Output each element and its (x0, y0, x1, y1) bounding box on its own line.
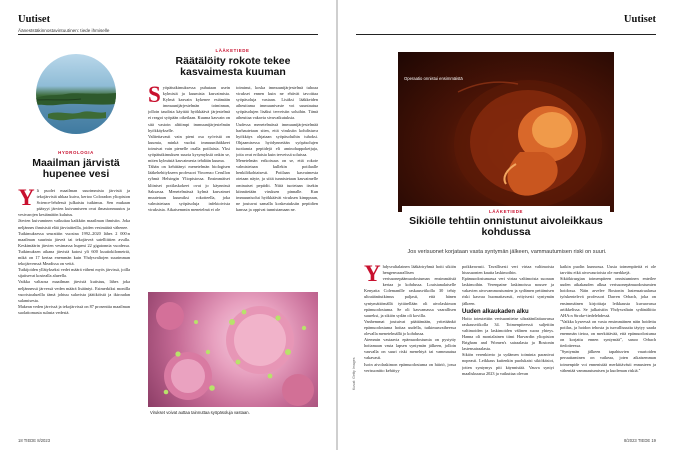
vaccine-tag: LÄÄKETIEDE (215, 48, 250, 53)
lake-tag: HYDROLOGIA (58, 150, 94, 155)
headline-box (402, 206, 610, 244)
fetus-col3 (560, 264, 656, 438)
lake-paragraph: Tutkimuksessa seurattiin vuosina 1992–2020 lähes 2 000:n maailman suurinta järveä tai tekojärveä satelliittien avulla. Keskimäärin järvien vesimassa hupeni 22 gigatonnia vuodessa. Tutkimuksen aikana järvistä katosi yli 600 kuutiokilometriä, mikä on 17 kertaa enemmän kuin Yhdysvaltojen suurimman tekojärvenssä Meadissa on vettä. (18, 230, 130, 267)
lake-photo (36, 54, 116, 134)
lake-body (18, 185, 130, 316)
lake-paragraph: Makean veden järvissä ja tekojärvissä on 87 prosenttia maailman suolattomasta sulasta vedestä. (18, 303, 130, 315)
vaccine-paragraph: Valitettavasti vain pieni osa syövistä on kuumia, minkä vuoksi immuunihäkkeet toimivat vain pienelle osalla potilaista. Yksi syöpätutkimuksen suuria kysymyksiä onkin se, miten kylmästä kasvaimesta tehdään kuuma. (148, 133, 230, 164)
lake-dropcap: Y (18, 185, 35, 210)
cells-photo (148, 292, 318, 407)
fetus-dropcap: Y (364, 264, 381, 286)
fetus-tag: LÄÄKETIEDE (488, 209, 524, 214)
fetus-col1 (364, 264, 456, 438)
lake-illustration (36, 54, 116, 134)
fetus-subheading: Uuden alkaukaden alku (462, 308, 529, 315)
left-page (0, 0, 336, 450)
fetus-lede: Jos verisuonet korjataan vasta syntymän jälkeen, vammautumisen riski on suuri. (407, 249, 607, 255)
right-page (338, 0, 674, 450)
vaccine-paragraph: toiminut, koska immuunijärjestelmä tuhoaa virukset ennen kuin ne ehtivät tavoittaa syöpäsoluja vastaan. Lisäksi lääkkeiden aiheuttama immuunivaste voi suuntautua syöpäsolujen lisäksi terveisiin soluihin. Tämä aiheuttaa vakavia sivuvaikutuksia. (236, 85, 318, 121)
cells-illustration (148, 292, 318, 407)
header-rule (18, 34, 318, 35)
section-title: Uutiset (18, 14, 51, 25)
vaccine-paragraph: Menetelmän erikoisuus on se, että rokote valmistetaan kullekin potilaalle henkilökohtaisesti. Potilaan kasvaimesta otetaan näyte, ja siitä tunnistetaan kasvaimelle ominaiset peptidit. Niitä tuotetaan itsekin kiinnitetään viruksen pinnalle. Kun immuunisolut hyökkäävät viruksen kimppuun, ne joutuvat samalla koskeutuksiin peptidien kanssa ja oppivat tunnistamaan ne. (236, 158, 318, 212)
cells-caption: Virukset voivat auttaa tainnuttaa syöpäsoluja vastaan. (150, 410, 250, 415)
vaccine-col2 (236, 85, 318, 285)
fetus-paragraph: "Syntymän jälkeen tapahtuvien vaurioiden peruuttaminen on vaikeaa, joten aikaisemman toimenpide voi ennenistää merkittävästi ennusteen ja vähentää vammautumisen ja kuoleman riskiä." (560, 349, 656, 373)
section-title: Uutiset (623, 14, 656, 25)
fetus-paragraph: Sikiön verenkierto ja sydämen toiminta paranivat nopeasti. Leikkaus kuitenkin puolukaisi sikiökäsiot, jotten syntymys piti käynnistää. Vauva syntyi maaliskuussa 2023 ja vaikuttaa olevan (462, 352, 554, 376)
fetus-photo (398, 52, 614, 212)
page-footer-left: 18 TIEDE 8/2023 (18, 438, 51, 443)
fetus-image-label: Operaatio onnistui ensimmäistä (404, 76, 463, 81)
fetus-paragraph: Aiemmin vastaavia epämuodostumia on pystytty hoitamaan vasta lapsen syntymän jälkeen, jolloin vauvalla on suuri riski menehtyä tai vammautua vakavasti. (364, 337, 456, 361)
lake-paragraph: li puolet maailman suurimmista järvistä ja tekojärvistä uhkaa kuiva, kertoo Coloradon yliopiston Science-lehdessä julkaistu tutkimus. Sen mukaan pääsyyt järvien kuivumiseen ovat ilmastonmuutos ja vesivarojen kestämätön kulutus. (18, 188, 130, 218)
fetus-paragraph: poikkeavasti. Tavallisesti veri virtaa valtimoista hiussuonten kautta laskimoihin. (462, 264, 554, 276)
fetus-paragraph: Isoin aivolaskimon epämuodostuma on häiriö, jossa verisuonitto kehittyy (364, 361, 456, 373)
vaccine-col1 (148, 85, 230, 285)
vaccine-paragraph: yöpätutkimuksessa puhutaan usein kylmistä ja kuumista kasvaimista. Kylmä kasvain kykenee estämään immuunijärjestelmän toiminnan, jolloin taudista käyttää hyökkäävä järjestelmä ei reagoi syöpään oikeilaan. Kuuma kasvain on sitä vastoin alttiimpi immuunijärjestelmän hyökkäykselle. (148, 85, 230, 133)
fetus-paragraph: Vanhemmat joutuivat päättämään, yritetäänkö epämuodostuma hoitaa uudella, tutkimusvaiheessa olevalla menetelmällä jo kohdussa. (364, 318, 456, 337)
fetus-paragraph: Sikiökirurgian toimenpiteen onnistuminen enteilee uuden aikakauden alkua verisuonepämuodostumien hoidossa. Näin arvelee Bostonin lastensairaalassa työskentelevä professori Darren Orbach, joka on ensimmäinen kirjoittaja leikkausta kuvaavassa artikkelissa. Se julkaistiin Yhdysvaltain sydänäliitto AHA:n Stroke-tiedelehdessä. (560, 276, 656, 318)
section-subtitle: Ääneststäkinnostavintuutinen: tiede ihmiselle (18, 28, 110, 33)
lake-paragraph: Tutkijoiden yllätykseksi vedet määrä väheni myös järvissä, joilla sijaitsevat kostealla alueella. (18, 267, 130, 279)
vaccine-paragraph: Uudessa menetelmässä immuunijärjestelmää harhautetaan siten, että viruksiin kohdistuva hyökkäys ohjataan syöpäsoluihin tuhoksi. Ohjaamisessa hyödynnetään syöpäsolujen tuottamia peptidejä eli aminohappoketjuja, joita ovat erilaisia kuin terveissä soluissa. (236, 121, 318, 158)
fetus-paragraph: Epämuodostumassa veri virtaa valtimoista suoraan laskimoihin. Verenpaine laskimoissa nousee ja vakavien aivovammoutumien ja sydämen pettämisen riski kasvaa huomattavasti, erityisesti syntymän jälkeen. (462, 276, 554, 306)
fetus-paragraph: "Vaikka kyseessä on vasta ensimmäinen näin hoidettu potilas, ja hoidon tehosta ja turvallisuutta täytyy saada enemmän tietoa, on merkittävää, että epämuodostuma on korjattu ennen syntymää", sanoo Orbach tiedotteessa. (560, 318, 656, 349)
lake-paragraph: Vaikka valtaosa maailman järvistä kutistuu, lähes joka neljännessä järvessä veden määrä lisääntyi. Esimerkiksi monilla vuoristoalueilla tämä johtuu sulavista jäätiköistä ja ikiroudan sulamisesta. (18, 279, 130, 303)
vaccine-dropcap: S (148, 85, 161, 107)
vaccine-headline: Räätälöity rokote tekee kasvaimesta kuuman (175, 55, 291, 79)
header-rule (356, 34, 656, 35)
fetus-paragraph: Hoito toteutettiin verisuonitetse ultraäänilaitaavassa raskausviikolla 34. Toimenpiteessä suljettiin valtimoiden ja laskimoiden välinen suora yhteys. Hanna oli monialainen tiimi Harvardin yliopiston Brigham and Women's sairaalasta ja Bostonin lastensairaalasta. (462, 315, 554, 352)
fetus-paragraph: hdysvaltalainen lääkäriryhmä hoiti sikiön hengenvaarallisen verisuonepäämuodostuman ensimmäistä kertaa jo kohdussa. Louisianalaiselle Kenyatta Colemanille raskausviikolla 30 tehty ultraäänitutkimus paljasti, että hänen syntymättömällä tyttärellään oli aivolaskimon epämuodostuma. Se oli kasvamassa vaarallisen suureksi, ja sikiön sydän oli kovilla. (364, 264, 456, 318)
fetus-col2 (462, 264, 554, 438)
fetus-paragraph: kaikin puolin kunnossa. Uusia toimenpiteitä ei ole tarvittu eikä aivovaurioista ole merkkejä. (560, 264, 656, 276)
fetus-headline: Sikiölle tehtiin onnistunut aivoleikkaus kohdussa (409, 215, 603, 239)
lake-headline: Maailman järvistä hupenee vesi (32, 157, 120, 181)
page-footer-right: 8/2023 TIEDE 19 (623, 438, 656, 443)
photo-credit: Kuvat: Getty Images (352, 357, 356, 390)
vaccine-paragraph: Tähän on kehittänyt menetelmän biologisen lääkehehitykseen professori Vincenzo Cerullon ryhmä Helsingin Yliopistossa. Ensimmäiset kliiniset potilaskokeet ovat jo käynnissä Saksassa. Menetelmässä kylmä kasvaimet muutetaan kuumiksi rokotteella, joka valmistetaan syöpäsoluja infektoivista viruksista. Aikaisemmin menetelmä ei ole (148, 164, 230, 212)
lake-paragraph: Järvien kuivuminen vaikuttaa kaikkiin maailman ihmisiin. Joka neljännes ihmisistä elää järviaitteilla, joiden vesimäärä vähenee. (18, 218, 130, 230)
